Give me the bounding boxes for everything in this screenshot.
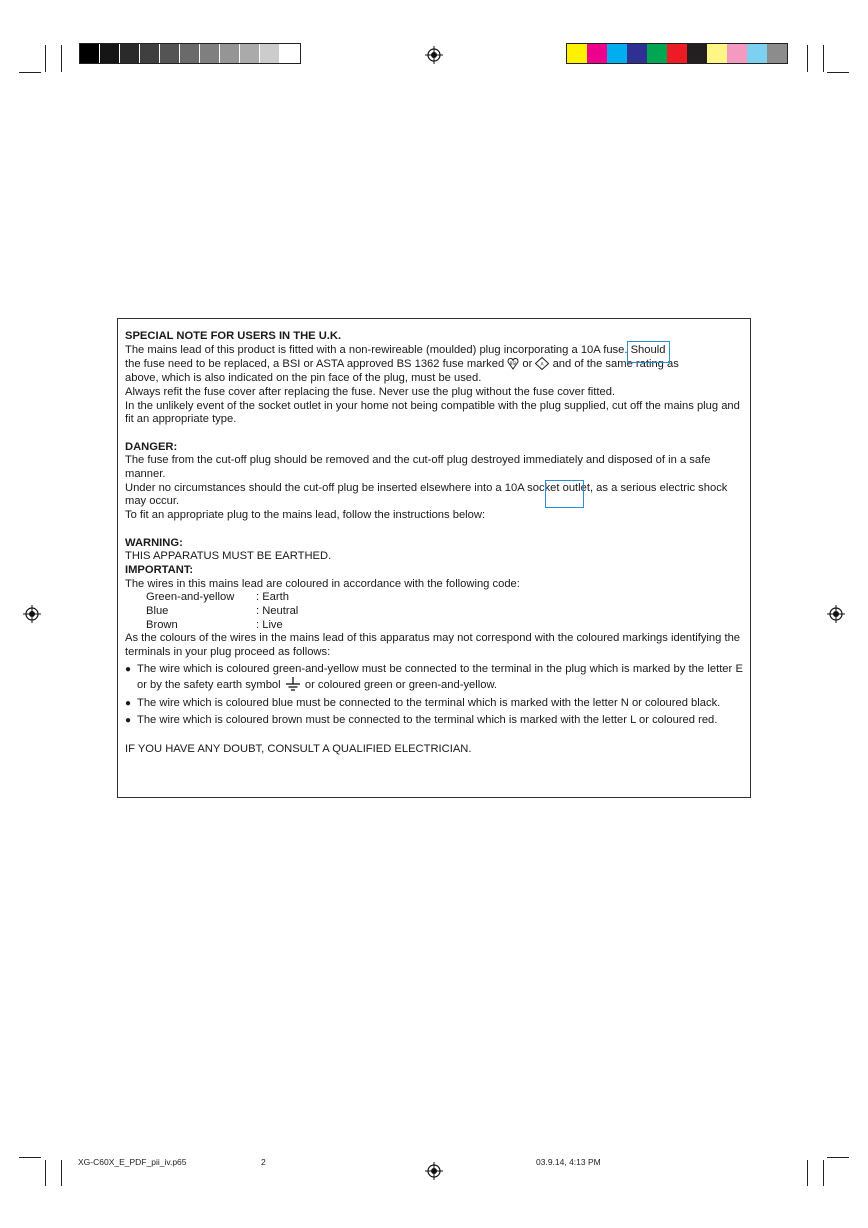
crop-mark-bottom-right-h	[827, 1157, 849, 1158]
footer-filename: XG-C60X_E_PDF_pii_iv.p65	[78, 1157, 187, 1167]
wire-colour: Blue	[146, 605, 169, 618]
asta-diamond-icon	[535, 357, 549, 370]
color-swatch	[727, 44, 747, 63]
wire-colour: Green-and-yellow	[146, 591, 235, 604]
color-swatch	[160, 44, 180, 63]
color-swatch	[220, 44, 240, 63]
color-swatch	[140, 44, 160, 63]
registration-crosshair-icon	[425, 46, 443, 64]
bullet-icon: ●	[125, 715, 132, 727]
intro-line-2a: the fuse need to be replaced, a BSI or ASTA approved BS 1362 fuse marked	[125, 358, 505, 371]
gray-scale-bar	[79, 43, 301, 64]
list-item	[125, 696, 743, 712]
color-swatch	[687, 44, 707, 63]
crop-mark-bottom-left-h	[19, 1157, 41, 1158]
color-swatch	[647, 44, 667, 63]
wire-terminal: : Live	[256, 618, 283, 631]
intro-line-2b: and of the same rating as	[552, 358, 679, 371]
wires-intro: The wires in this mains lead are coloured in accordance with the following code:	[125, 577, 520, 590]
wire-code-row	[125, 605, 743, 619]
bullet-text: The wire which is coloured blue must be connected to the terminal which is marked with the letter N or coloured black.	[137, 696, 721, 709]
colours-note: As the colours of the wires in the mains lead of this apparatus may not correspond with the coloured markings identifying the terminals in your plug proceed as follows:	[125, 632, 741, 659]
svg-text:BSI: BSI	[510, 361, 517, 367]
color-swatch	[100, 44, 120, 63]
wire-colour: Brown	[146, 618, 178, 631]
color-swatch	[607, 44, 627, 63]
intro-line-3: above, which is also indicated on the pin face of the plug, must be used.	[125, 372, 482, 385]
warning-heading: WARNING:	[125, 536, 183, 549]
bullet-text	[137, 662, 743, 694]
crop-mark-top-right-h	[827, 72, 849, 73]
registration-crosshair-icon	[425, 1162, 443, 1180]
highlight-box	[545, 480, 584, 508]
crop-mark-top-left-v2	[61, 45, 62, 72]
crop-mark-top-left-h	[19, 72, 41, 73]
unlikely-note: In the unlikely event of the socket outlet in your home not being compatible with the plug supplied, cut off the mains plug and fit an appropriate type.	[125, 399, 740, 426]
notice-title: SPECIAL NOTE FOR USERS IN THE U.K.	[125, 330, 342, 342]
color-swatch	[747, 44, 767, 63]
crop-mark-bottom-right-v	[823, 1160, 824, 1186]
uk-safety-notice	[117, 318, 751, 798]
warning-text: THIS APPARATUS MUST BE EARTHED.	[125, 550, 332, 563]
crop-mark-top-left-v	[45, 45, 46, 72]
color-swatch	[767, 44, 787, 63]
registration-crosshair-icon	[827, 605, 845, 623]
danger-heading: DANGER:	[125, 440, 178, 453]
color-swatch	[587, 44, 607, 63]
color-swatch	[260, 44, 280, 63]
color-swatch	[280, 44, 300, 63]
color-swatch	[627, 44, 647, 63]
intro-line-1: The mains lead of this product is fitted with a non-rewireable (moulded) plug incorporating a 10A fuse. Should	[125, 343, 666, 356]
crop-mark-bottom-right-v2	[807, 1160, 808, 1186]
registration-crosshair-icon	[23, 605, 41, 623]
wire-terminal: : Neutral	[256, 605, 299, 618]
footer-page-number: 2	[261, 1157, 266, 1167]
crop-mark-top-right-v2	[807, 45, 808, 72]
intro-or: or	[522, 358, 533, 371]
color-swatch	[707, 44, 727, 63]
important-heading: IMPORTANT:	[125, 563, 194, 576]
bullet-icon: ●	[125, 663, 132, 675]
footer-timestamp: 03.9.14, 4:13 PM	[536, 1157, 601, 1167]
color-swatch	[180, 44, 200, 63]
color-registration-bar	[566, 43, 788, 64]
bullet-1a: The wire which is coloured green-and-yellow must be connected to the terminal in the plug which is marked by the letter E or by the safety earth symbol	[137, 662, 743, 692]
crop-mark-bottom-left-v	[45, 1160, 46, 1186]
crop-mark-top-right-v	[823, 45, 824, 72]
color-swatch	[667, 44, 687, 63]
list-item	[125, 662, 743, 694]
highlight-box	[627, 341, 670, 363]
bullet-icon: ●	[125, 697, 132, 709]
danger-text-1: The fuse from the cut-off plug should be removed and the cut-off plug destroyed immediately and disposed of in a safe manner.	[125, 454, 711, 481]
color-swatch	[567, 44, 587, 63]
color-swatch	[80, 44, 100, 63]
color-swatch	[240, 44, 260, 63]
earth-ground-icon	[284, 677, 302, 691]
wire-code-row	[125, 619, 743, 633]
bullet-text: The wire which is coloured brown must be connected to the terminal which is marked with the letter L or coloured red.	[137, 714, 718, 727]
list-item	[125, 713, 743, 729]
danger-text-2: Under no circumstances should the cut-off plug be inserted elsewhere into a 10A socket outlet, as a serious electric shock may occur.	[125, 481, 728, 508]
bsi-kitemark-icon	[507, 357, 519, 370]
color-swatch	[120, 44, 140, 63]
refit-note: Always refit the fuse cover after replacing the fuse. Never use the plug without the fuse cover fitted.	[125, 385, 616, 398]
crop-mark-bottom-left-v2	[61, 1160, 62, 1186]
svg-text:A: A	[540, 362, 544, 368]
bullet-1b: or coloured green or green-and-yellow.	[304, 679, 498, 692]
color-swatch	[200, 44, 220, 63]
wire-code-row	[125, 591, 743, 605]
closing-note: IF YOU HAVE ANY DOUBT, CONSULT A QUALIFIED ELECTRICIAN.	[125, 742, 472, 755]
wire-terminal: : Earth	[256, 591, 289, 604]
danger-text-3: To fit an appropriate plug to the mains lead, follow the instructions below:	[125, 509, 486, 522]
